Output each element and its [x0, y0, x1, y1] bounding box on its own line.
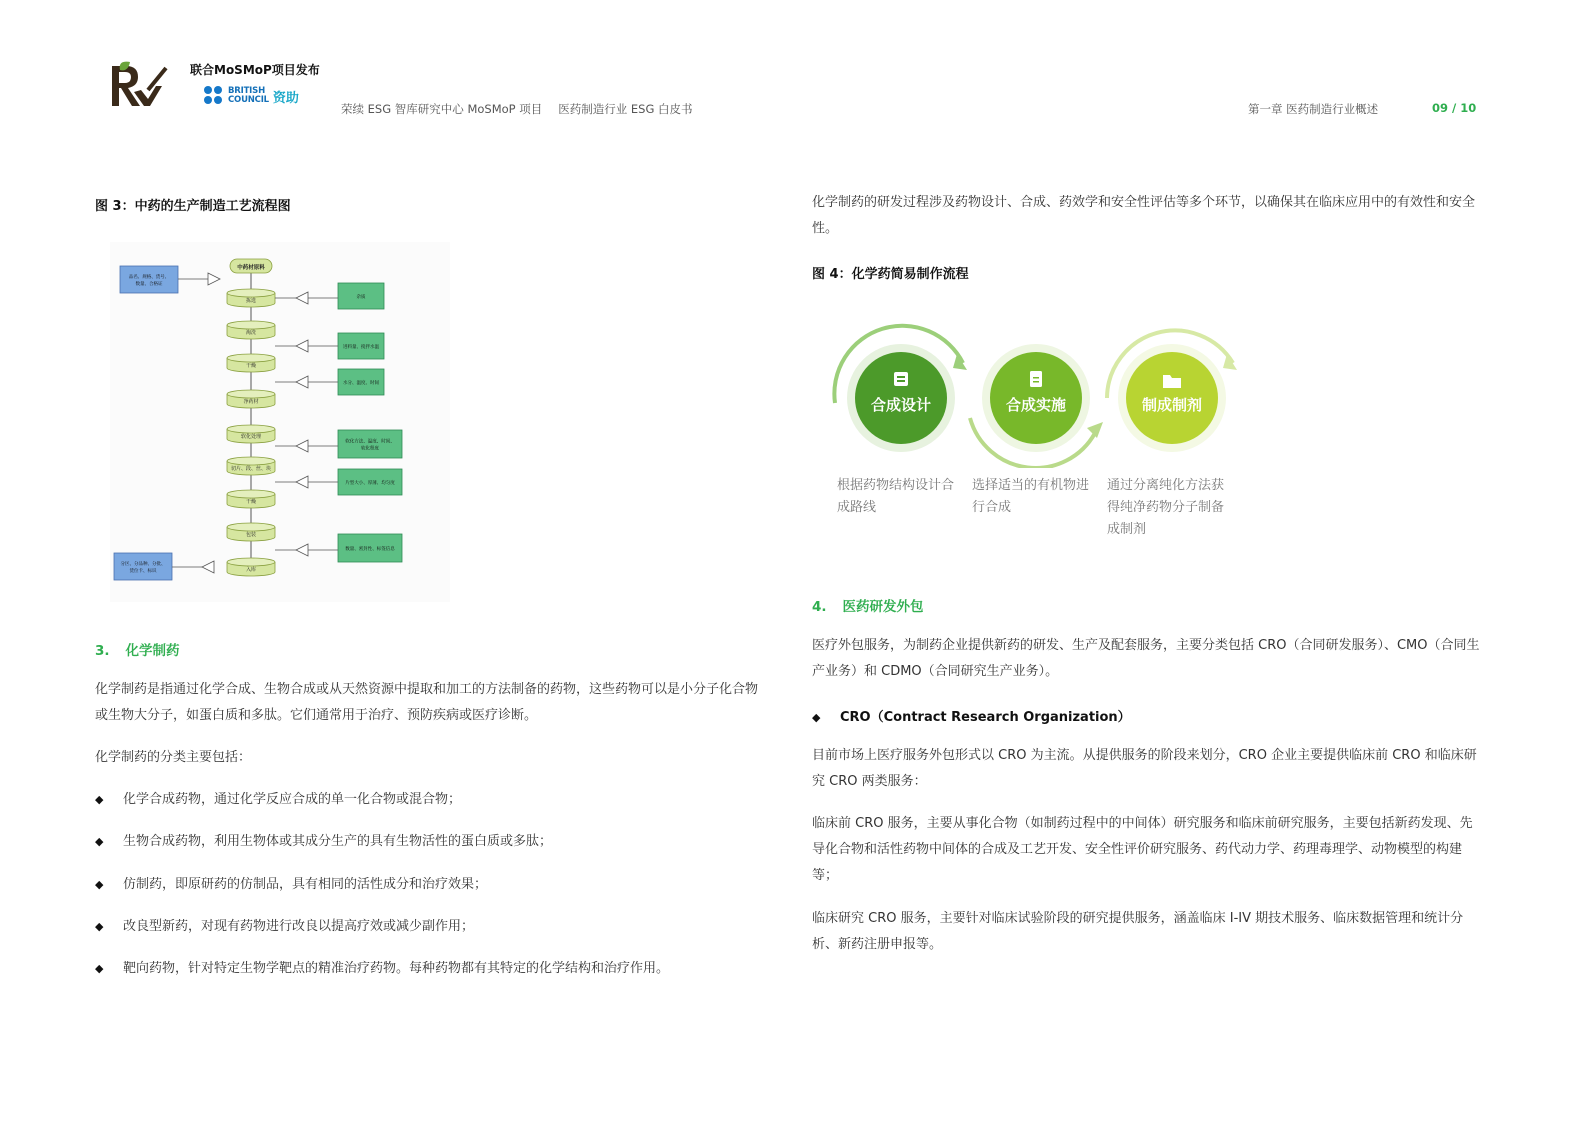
flow-step [227, 558, 275, 576]
diamond-bullet-icon: ◆ [95, 878, 104, 891]
flow-left-box-top [120, 266, 220, 293]
bullet-text: 仿制药，即原研药的仿制品，具有相同的活性成分和治疗效果； [123, 877, 488, 892]
flow-step [227, 321, 275, 339]
clipboard-icon [894, 372, 908, 386]
document-icon [1030, 371, 1042, 387]
chem-rd-intro: 化学制药的研发过程涉及药物设计、合成、药效学和安全性评估等多个环节，以确保其在临床应用中的有效性和安全性。 [812, 195, 1476, 236]
process-step-1 [847, 344, 955, 452]
british-council-logo [204, 85, 299, 107]
flow-step [227, 425, 275, 443]
process-step-1-label: 合成设计 [870, 396, 932, 414]
header-chapter: 第一章 医药制造行业概述 [1248, 102, 1379, 116]
section-3-label: 化学制药 [125, 643, 180, 659]
bc-line1: BRITISH [228, 86, 265, 96]
flow-step [227, 523, 275, 541]
bullet-item [95, 787, 461, 813]
chem-pharma-classification-intro: 化学制药的分类主要包括： [95, 750, 252, 765]
svg-text:杂质: 杂质 [356, 295, 366, 300]
svg-text:分区、分品种、分批、: 分区、分品种、分批、 [120, 562, 166, 567]
flow-step [227, 354, 275, 372]
svg-text:货位卡、标识: 货位卡、标识 [129, 569, 157, 574]
svg-text:中药材原料: 中药材原料 [237, 265, 265, 271]
section-4-number: 4. [812, 599, 827, 615]
diamond-bullet-icon: ◆ [95, 793, 104, 806]
flow-step-label: 拣选 [245, 298, 257, 304]
flow-side-box [275, 333, 384, 359]
section-3-number: 3. [95, 643, 110, 659]
flow-step-label: 切片、段、丝、块 [230, 466, 272, 472]
svg-text:数量、合格证: 数量、合格证 [135, 282, 163, 287]
flow-step-label: 软化处理 [240, 434, 262, 440]
figure-3-title: 图 3：中药的生产制造工艺流程图 [95, 199, 291, 214]
section-3-title [95, 639, 180, 659]
section-4-label: 医药研发外包 [842, 599, 924, 615]
process-step-3-label: 制成制剂 [1141, 396, 1203, 414]
svg-text:品名、规格、货号、: 品名、规格、货号、 [128, 275, 170, 280]
process-step-1-desc: 根据药物结构设计合成路线 [837, 478, 955, 515]
process-step-2 [982, 344, 1090, 452]
bullet-item [95, 872, 487, 898]
flow-step [227, 457, 275, 475]
bullet-text: 化学合成药物，通过化学反应合成的单一化合物或混合物； [123, 792, 462, 807]
flow-side-box [275, 430, 402, 458]
svg-text:软化方法、温度、时间、: 软化方法、温度、时间、 [345, 439, 395, 445]
svg-text:片型大小、厚薄、均匀度: 片型大小、厚薄、均匀度 [345, 481, 395, 486]
process-step-3 [1118, 344, 1226, 452]
flow-side-box [275, 534, 402, 562]
flow-step-label: 包装 [245, 532, 257, 538]
bullet-text: 生物合成药物，利用生物体或其成分生产的具有生物活性的蛋白质或多肽； [123, 834, 553, 849]
flow-step-label: 干燥 [245, 363, 257, 369]
bullet-text: 改良型新药，对现有药物进行改良以提高疗效或减少副作用； [123, 919, 475, 934]
bc-line2: COUNCIL [228, 95, 269, 105]
flow-side-box [275, 283, 384, 309]
flow-step-label: 净药材 [243, 399, 259, 405]
process-step-2-desc: 选择适当的有机物进行合成 [972, 478, 1090, 515]
section-4-title [812, 595, 924, 615]
bullet-item [95, 829, 552, 855]
cro-paragraph: 目前市场上医疗服务外包形式以 CRO 为主流。从提供服务的阶段来划分，CRO 企业主要提供临床前 CRO 和临床研究 CRO 两类服务： [812, 748, 1477, 789]
publisher-label: 联合MoSMoP项目发布 [190, 63, 320, 77]
outsourcing-paragraph: 医疗外包服务，为制药企业提供新药的研发、生产及配套服务，主要分类包括 CRO（合同研发服务）、CMO（合同生产业务）和 CDMO（合同研究生产业务）。 [812, 638, 1480, 679]
bullet-item [95, 956, 669, 982]
flow-step-label: 淘洗 [245, 330, 257, 336]
flow-step [227, 490, 275, 508]
clinical-cro-paragraph: 临床研究 CRO 服务，主要针对临床试验阶段的研究提供服务，涵盖临床 I-IV 期技术服务、临床数据管理和统计分析、新药注册申报等。 [812, 911, 1464, 952]
flow-top-node [230, 259, 272, 273]
rx-logo [108, 58, 170, 110]
flow-step-label: 干燥 [245, 499, 257, 505]
svg-text:进料量、搅拌水温: 进料量、搅拌水温 [343, 345, 379, 350]
header-center [341, 101, 693, 117]
svg-text:数量、密封性、标签信息: 数量、密封性、标签信息 [345, 547, 395, 552]
cro-heading [812, 706, 1131, 725]
preclinical-cro-paragraph: 临床前 CRO 服务，主要从事化合物（如制药过程中的中间体）研究服务和临床前研究服务，主要包括新药发现、先导化合物和活性药物中间体的合成及工艺开发、安全性评价研究服务、药代动力学、药理毒理学、动物模型的构建等； [812, 816, 1473, 883]
figure-4-title: 图 4：化学药简易制作流程 [812, 267, 969, 282]
header-doc-title: 医药制造行业 ESG 白皮书 [558, 102, 693, 116]
funded-label: 资助 [272, 90, 299, 106]
chem-process-diagram [825, 318, 1255, 468]
process-step-2-label: 合成实施 [1005, 396, 1067, 414]
process-step-3-desc: 通过分离纯化方法获得纯净药物分子制备成制剂 [1107, 478, 1225, 537]
flow-side-box [275, 469, 402, 495]
diamond-bullet-icon: ◆ [812, 711, 821, 724]
header-org: 荣续 ESG 智库研究中心 MoSMoP 项目 [341, 102, 543, 116]
svg-text:软化程度: 软化程度 [361, 446, 379, 452]
bullet-item [95, 914, 474, 940]
diamond-bullet-icon: ◆ [95, 920, 104, 933]
flow-step [227, 289, 275, 307]
diamond-bullet-icon: ◆ [95, 835, 104, 848]
flow-step-label: 入库 [245, 567, 257, 573]
flow-step [227, 390, 275, 408]
cro-heading-text: CRO（Contract Research Organization） [840, 710, 1131, 725]
tcm-flowchart [110, 242, 450, 602]
flow-left-box-bottom [114, 553, 214, 580]
flow-side-box [275, 369, 384, 395]
british-council-dots-icon [204, 86, 224, 106]
bullet-text: 靶向药物，针对特定生物学靶点的精准治疗药物。每种药物都有其特定的化学结构和治疗作用。 [123, 961, 670, 976]
diamond-bullet-icon: ◆ [95, 962, 104, 975]
svg-text:水分、温度、时间: 水分、温度、时间 [343, 381, 379, 386]
page-number: 09 / 10 [1432, 101, 1477, 115]
chem-pharma-paragraph: 化学制药是指通过化学合成、生物合成或从天然资源中提取和加工的方法制备的药物，这些药物可以是小分子化合物或生物大分子，如蛋白质和多肽。它们通常用于治疗、预防疾病或医疗诊断。 [95, 682, 759, 723]
